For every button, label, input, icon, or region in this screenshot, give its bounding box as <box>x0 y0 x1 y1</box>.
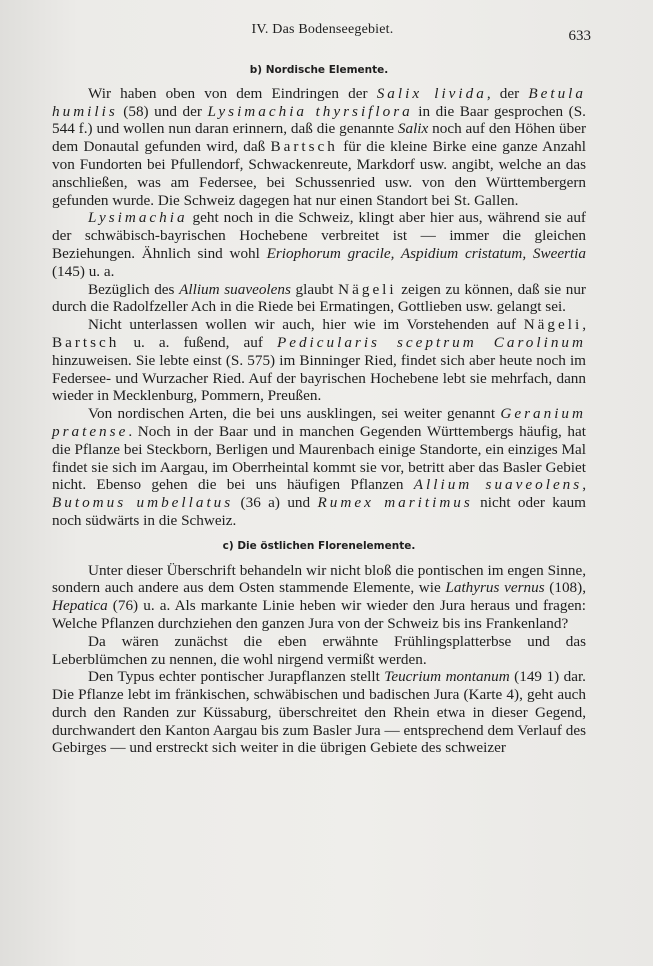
paragraph: Lysimachia geht noch in die Schweiz, klingt aber hier aus, während sie auf der schwäbisch-bayrischen Hochebene verbreitet ist — immer die gleichen Beziehungen. Ähnlich sind wohl Eriophorum gracile, Aspidium cristatum, Sweertia (145) u. a. <box>52 209 587 280</box>
body-text <box>52 62 586 757</box>
taxon-name: Teucrium montanum <box>384 668 510 686</box>
taxon-name: Lysimachia thyrsiflora <box>207 102 413 120</box>
taxon-name: Lysimachia <box>88 209 188 227</box>
paragraph: Da wären zunächst die eben erwähnte Frühlingsplatterbse und das Leberblümchen zu nennen, die wohl nirgend vermißt werden. <box>52 632 586 668</box>
page-header <box>54 22 591 44</box>
paragraph: Von nordischen Arten, die bei uns ausklingen, sei weiter genannt Geranium pratense. Noch in der Baar und in manchen Gegenden Württembergs häufig, hat die Pflanze bei Steckborn, Berligen und Maurenbach einige Standorte, ein einziges Mal findet sie sich im Aargau, im Oberrheintal kommt sie vor, betritt aber das Basler Gebiet nicht. Ebenso gehen die bei uns häufigen Pflanzen Allium suaveolens, Butomus umbellatus (36 a) und Rumex maritimus nicht oder kaum noch südwärts in die Schweiz. <box>52 405 586 529</box>
taxon-name: Pedicularis sceptrum Carolinum <box>276 333 586 351</box>
taxon-name: Lathyrus vernus <box>445 579 545 597</box>
page-number: 633 <box>568 28 591 44</box>
taxon-name: Hepatica <box>52 597 108 615</box>
paragraph: Den Typus echter pontischer Jurapflanzen stellt Teucrium montanum (149 1) dar. Die Pflanze lebt im fränkischen, schwäbischen und badischen Jura (Karte 4), geht auch durch den Randen zur Küssaburg, überschreitet den Rhein etwa in dieser Gegend, durchwandert den Kanton Aargau bis zum Basler Jura — entsprechend dem Verlauf des Gebirges — und erstreckt sich weiter in die übrigen Gebiete des schweizer <box>52 668 586 757</box>
paragraph: Bezüglich des Allium suaveolens glaubt Nägeli zeigen zu können, daß sie nur durch die Radolfzeller Ach in die Riede bei Ermatingen, Gottlieben usw. gelangt sei. <box>52 280 586 316</box>
section-heading-eastern: c) Die östlichen Florenelemente. <box>222 539 416 552</box>
running-head: IV. Das Bodenseegebiet. <box>251 22 394 37</box>
paragraph: Nicht unterlassen wollen wir auch, hier wie im Vorstehenden auf Nägeli, Bartsch u. a. fußend, auf Pedicularis sceptrum Carolinum hinzuweisen. Sie lebte einst (S. 575) im Binninger Ried, findet sich aber heute noch im Federsee- und Wurzacher Ried. Auf der bayrischen Hochebene lebt sie mehrfach, dann wieder in Mecklenburg, Pommern, Preußen. <box>52 316 586 405</box>
paragraph: Wir haben oben von dem Eindringen der Salix livida, der Betula humilis (58) und der Lysimachia thyrsiflora in die Baar gesprochen (S. 544 f.) und wollen nun daran erinnern, daß die genannte Salix noch auf den Höhen über dem Donautal gefunden wird, daß Bartsch für die kleine Birke eine ganze Anzahl von Fundorten bei Pfullendorf, Schwackenreute, Markdorf usw. angibt, welche an das anschließen, was am Federsee, bei Schussenried usw. von den Württembergern gefunden wurde. Die Schweiz dagegen hat nur einen Standort bei St. Gallen. <box>52 84 586 209</box>
paragraph: Unter dieser Überschrift behandeln wir nicht bloß die pontischen im engen Sinne, sondern auch andere aus dem Osten stammende Elemente, wie Lathyrus vernus (108), Hepatica (76) u. a. Als markante Linie heben wir wieder den Jura heraus und fragen: Welche Pflanzen durchziehen den ganzen Jura von der Schweiz bis ins Frankenland? <box>52 561 586 632</box>
author-name: Nägeli <box>338 280 397 298</box>
taxon-name: Butomus umbellatus <box>52 494 234 512</box>
author-name: Nägeli <box>523 316 583 334</box>
author-name: Bartsch <box>270 138 338 156</box>
author-name: Bartsch <box>52 333 120 351</box>
taxon-name: Geranium pratense <box>52 405 586 440</box>
taxon-name: Rumex maritimus <box>317 494 473 512</box>
taxon-name: Salix <box>397 120 429 138</box>
taxon-name: Salix livida <box>376 84 487 102</box>
section-heading-nordic: b) Nordische Elemente. <box>249 64 389 76</box>
taxon-name: Allium suaveolens <box>179 280 291 298</box>
taxon-name: Betula humilis <box>52 84 586 120</box>
taxon-name: Allium suaveolens <box>413 476 583 494</box>
taxon-name: Eriophorum gracile, Aspidium cristatum, Sweertia <box>266 244 587 262</box>
